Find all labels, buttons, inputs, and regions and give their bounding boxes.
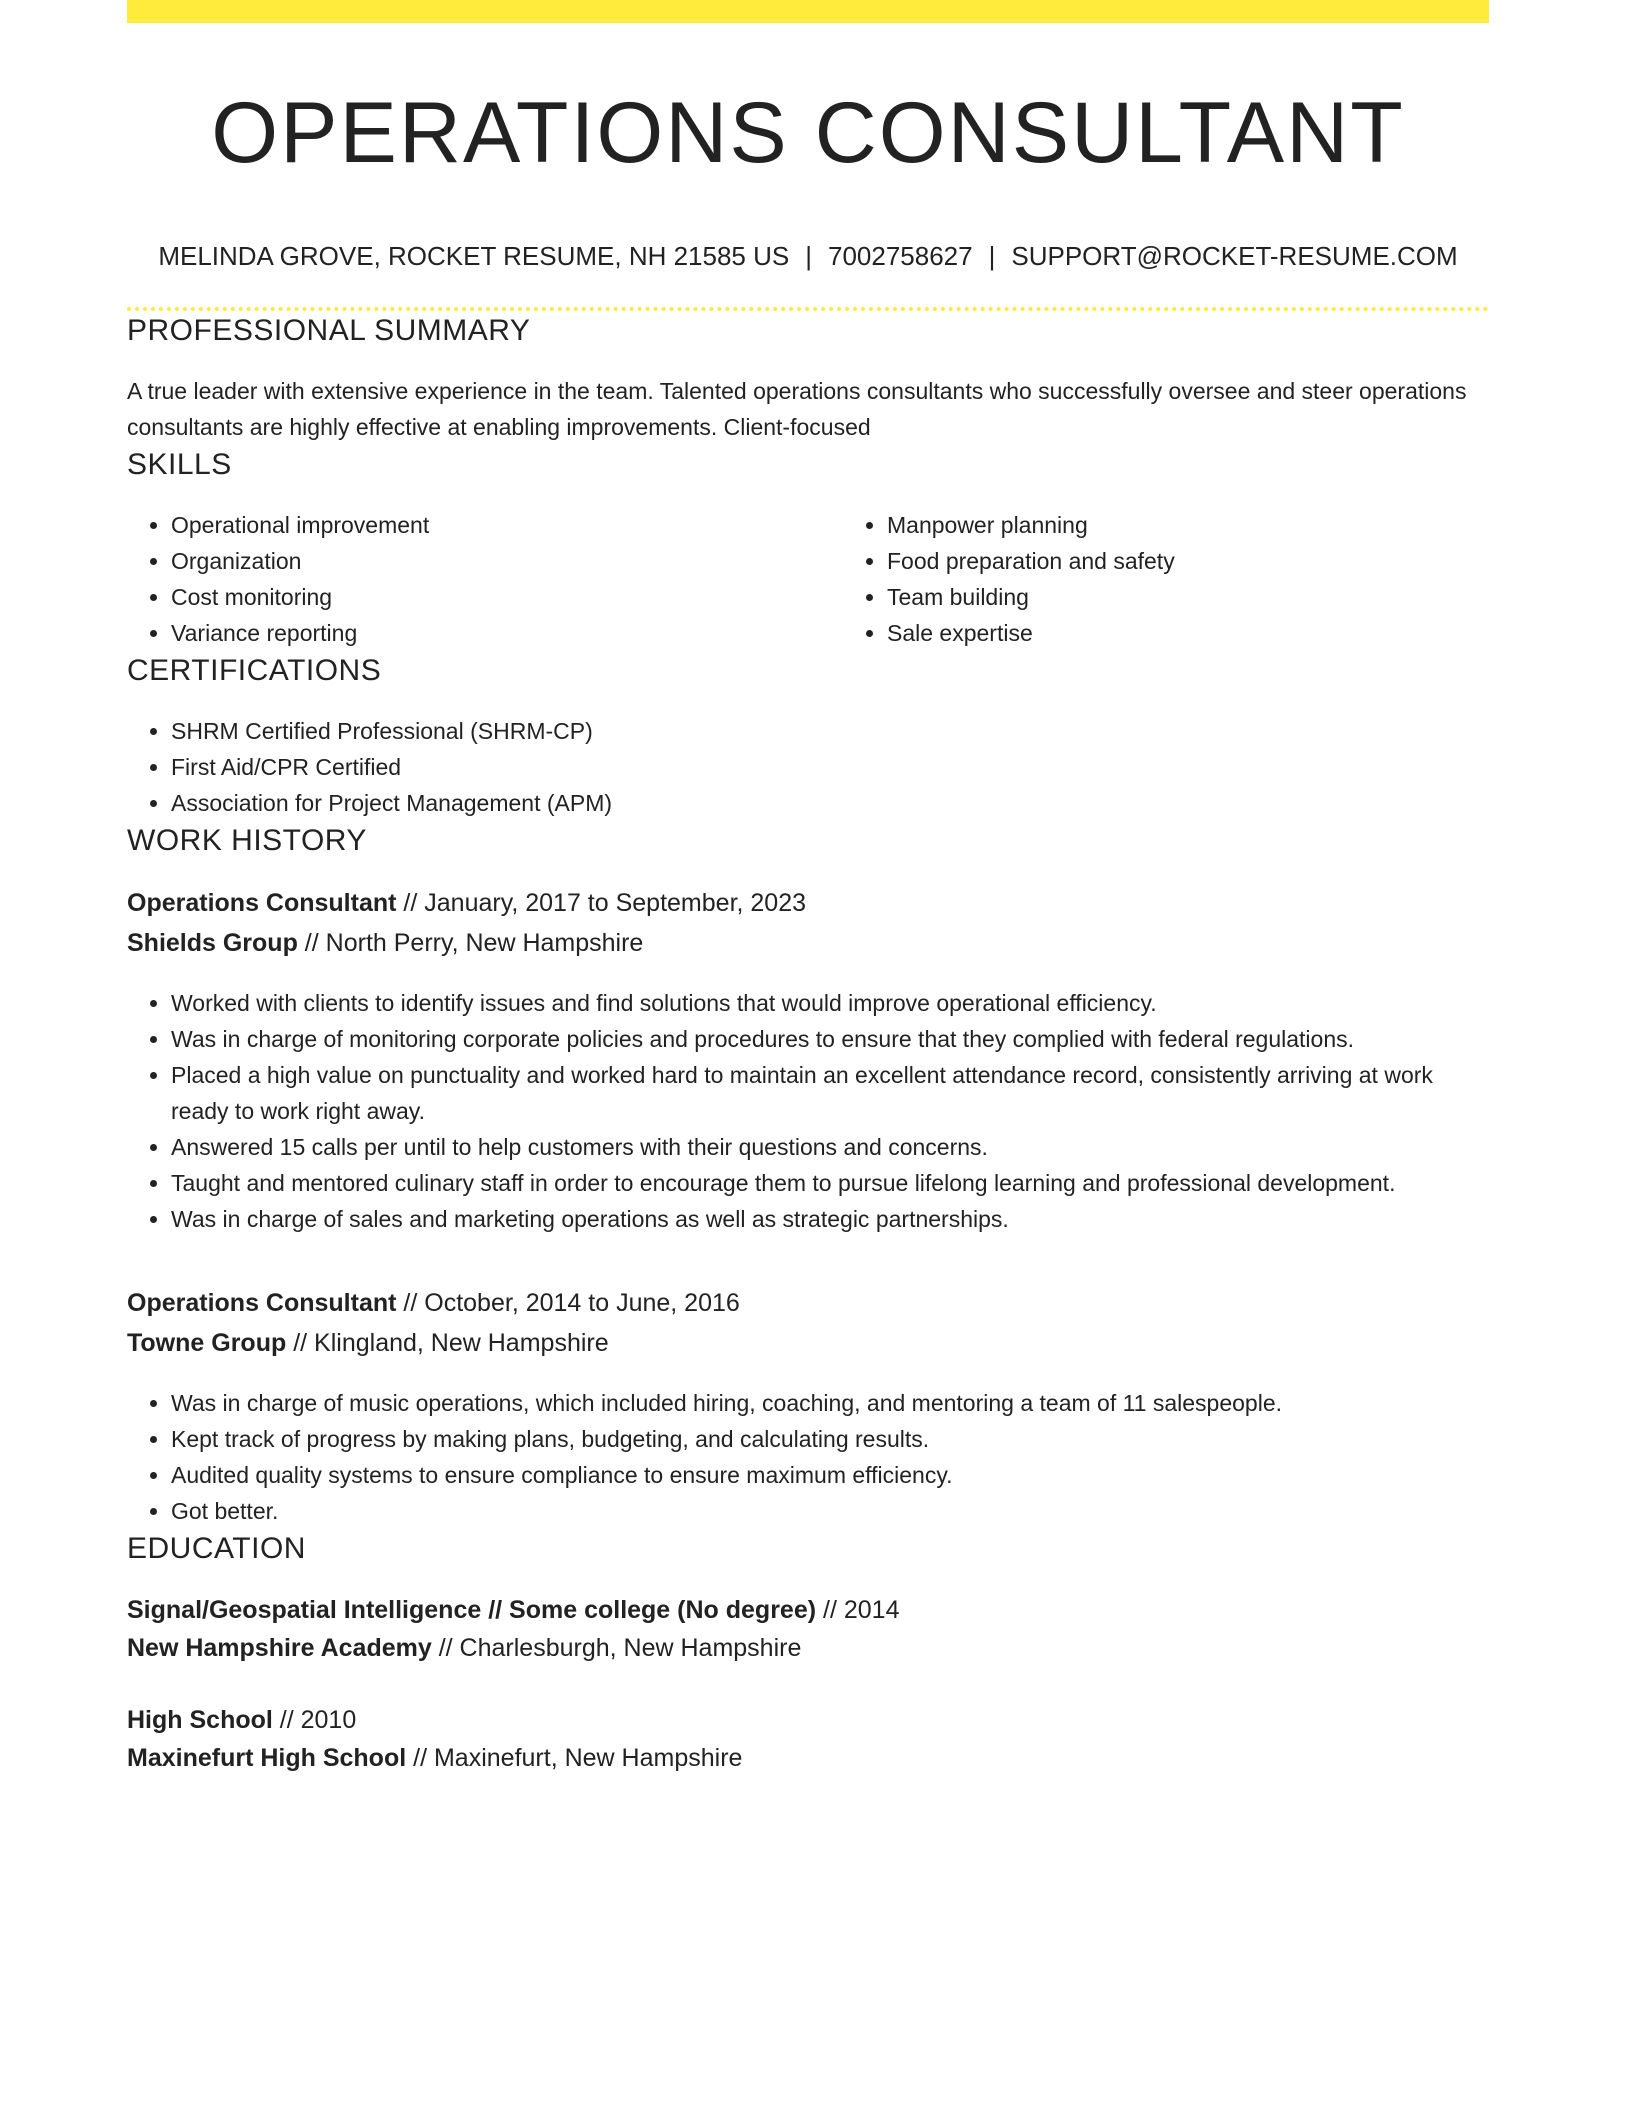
list-item: • Team building	[887, 579, 1489, 615]
contact-separator: |	[805, 241, 812, 271]
separator: //	[396, 889, 425, 917]
summary-heading: PROFESSIONAL SUMMARY	[127, 314, 531, 347]
separator: //	[297, 929, 326, 957]
list-item: • Cost monitoring	[171, 579, 843, 615]
job-bullets	[127, 1385, 1489, 1529]
skills-list-right	[843, 507, 1489, 651]
contact-address: MELINDA GROVE, ROCKET RESUME, NH 21585 US	[158, 241, 790, 271]
list-item: • Audited quality systems to ensure compliance to ensure maximum efficiency.	[171, 1457, 1489, 1493]
job-header	[127, 1283, 1489, 1363]
list-item: • Operational improvement	[171, 507, 843, 543]
edu-school: New Hampshire Academy	[127, 1634, 432, 1662]
list-item: • SHRM Certified Professional (SHRM-CP)	[171, 713, 1489, 749]
edu-year: 2014	[843, 1596, 900, 1624]
separator: //	[272, 1706, 301, 1734]
job-company: Towne Group	[127, 1329, 287, 1357]
job-dates: January, 2017 to September, 2023	[424, 889, 807, 917]
list-item: • Was in charge of monitoring corporate policies and procedures to ensure that they complied with federal regulations.	[171, 1021, 1489, 1057]
list-item: • Organization	[171, 543, 843, 579]
edu-school: Maxinefurt High School	[127, 1744, 407, 1772]
job-location: Klingland, New Hampshire	[314, 1329, 609, 1357]
contact-phone: 7002758627	[828, 241, 973, 271]
separator: //	[406, 1744, 434, 1772]
contact-line	[127, 239, 1489, 273]
certifications-list	[127, 713, 1489, 821]
contact-separator: |	[988, 241, 996, 271]
list-item: • Was in charge of sales and marketing operations as well as strategic partnerships.	[171, 1201, 1489, 1237]
list-item: • Placed a high value on punctuality and worked hard to maintain an excellent attendance record, consistently arriving at work ready to work right away.	[171, 1057, 1489, 1129]
job-header	[127, 883, 1489, 963]
job-bullets	[127, 985, 1489, 1237]
job-title: Operations Consultant	[127, 889, 397, 917]
edu-degree: High School	[127, 1706, 273, 1734]
separator: //	[816, 1596, 844, 1624]
work-history-heading: WORK HISTORY	[127, 824, 367, 857]
job-company: Shields Group	[127, 929, 298, 957]
accent-top-bar	[127, 0, 1489, 23]
edu-location: Maxinefurt, New Hampshire	[433, 1744, 743, 1772]
list-item: • Sale expertise	[887, 615, 1489, 651]
certifications-heading: CERTIFICATIONS	[127, 654, 382, 687]
list-item: • Kept track of progress by making plans, budgeting, and calculating results.	[171, 1421, 1489, 1457]
job-dates: October, 2014 to June, 2016	[424, 1289, 740, 1317]
separator: //	[286, 1329, 315, 1357]
edu-year: 2010	[300, 1706, 357, 1734]
resume-content	[127, 23, 1489, 1777]
list-item: • Taught and mentored culinary staff in order to encourage them to pursue lifelong learning and professional development.	[171, 1165, 1489, 1201]
contact-email: SUPPORT@ROCKET-RESUME.COM	[1011, 241, 1458, 271]
job-title: Operations Consultant	[127, 1289, 397, 1317]
education-entry	[127, 1701, 1489, 1777]
list-item: • Variance reporting	[171, 615, 843, 651]
list-item: • First Aid/CPR Certified	[171, 749, 1489, 785]
skills-heading: SKILLS	[127, 448, 232, 481]
edu-degree: Signal/Geospatial Intelligence // Some college (No degree)	[127, 1596, 817, 1624]
edu-location: Charlesburgh, New Hampshire	[459, 1634, 802, 1662]
separator: //	[431, 1634, 460, 1662]
list-item: • Manpower planning	[887, 507, 1489, 543]
page-title: OPERATIONS CONSULTANT	[211, 85, 1405, 181]
list-item: • Association for Project Management (APM)	[171, 785, 1489, 821]
list-item: • Food preparation and safety	[887, 543, 1489, 579]
separator: //	[396, 1289, 425, 1317]
skills-grid	[127, 485, 1489, 651]
summary-text: A true leader with extensive experience in the team. Talented operations consultants who successfully oversee and steer operations consultants are highly effective at enabling improvements. Client-focused	[127, 378, 1467, 440]
job-location: North Perry, New Hampshire	[325, 929, 644, 957]
education-heading: EDUCATION	[127, 1532, 306, 1565]
list-item: • Worked with clients to identify issues and find solutions that would improve operational efficiency.	[171, 985, 1489, 1021]
education-entry	[127, 1591, 1489, 1667]
list-item: • Answered 15 calls per until to help customers with their questions and concerns.	[171, 1129, 1489, 1165]
list-item: • Got better.	[171, 1493, 1489, 1529]
skills-list-left	[127, 507, 843, 651]
list-item: • Was in charge of music operations, which included hiring, coaching, and mentoring a team of 11 salespeople.	[171, 1385, 1489, 1421]
